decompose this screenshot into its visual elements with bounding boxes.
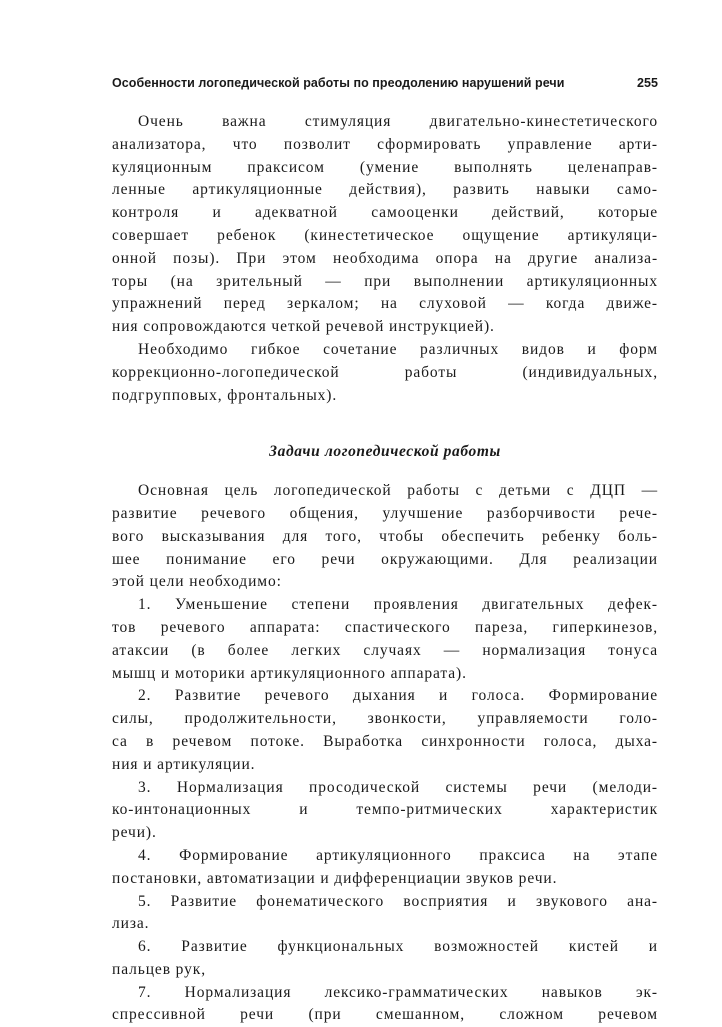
text-line: 6. Развитие функциональных возможностей кистей и xyxy=(138,938,658,956)
paragraph xyxy=(112,982,658,1027)
paragraph xyxy=(112,339,658,407)
text-line: куляционным праксисом (умение выполнять целенаправ- xyxy=(112,158,658,176)
paragraph xyxy=(112,936,658,982)
text-line: 3. Нормализация просодической системы речи (мелоди- xyxy=(138,778,658,796)
text-line: речи). xyxy=(112,824,157,842)
text-line: спрессивной речи (при смешанном, сложном речевом xyxy=(112,1006,658,1024)
text-line: контроля и адекватной самооценки действий, которые xyxy=(112,204,658,222)
paragraph xyxy=(112,845,658,891)
text-line: ленные артикуляционные действия), развить навыки само- xyxy=(112,181,658,199)
text-line: совершает ребенок (кинестетическое ощущение артикуляци- xyxy=(112,226,658,244)
paragraph xyxy=(112,111,658,339)
text-line: силы, продолжительности, звонкости, управляемости голо- xyxy=(112,710,658,728)
section-title: Задачи логопедической работы xyxy=(269,443,501,461)
text-line: 1. Уменьшение степени проявления двигательных дефек- xyxy=(138,596,658,614)
body-text xyxy=(112,111,658,1027)
text-line: вого высказывания для того, чтобы обеспечить ребенку боль- xyxy=(112,527,658,545)
text-line: тов речевого аппарата: спастического пареза, гиперкинезов, xyxy=(112,618,658,636)
page-number: 255 xyxy=(636,76,658,90)
text-line: 2. Развитие речевого дыхания и голоса. Формирование xyxy=(138,687,658,705)
text-line: развитие речевого общения, улучшение разборчивости рече- xyxy=(112,504,658,522)
tasks-section xyxy=(112,480,658,1027)
text-line: са в речевом потоке. Выработка синхронности голоса, дыха- xyxy=(112,732,658,750)
text-line: ко-интонационных и темпо-ритмических характеристик xyxy=(112,801,658,819)
book-page xyxy=(112,76,658,1027)
text-line: 5. Развитие фонематического восприятия и звукового ана- xyxy=(138,892,658,910)
paragraph xyxy=(112,777,658,845)
text-line: анализатора, что позволит сформировать управление арти- xyxy=(112,135,658,153)
text-line: Очень важна стимуляция двигательно-кинестетического xyxy=(138,113,658,130)
text-line: шее понимание его речи окружающими. Для реализации xyxy=(112,550,658,568)
text-line: лиза. xyxy=(112,915,150,933)
paragraph xyxy=(112,480,658,594)
text-line: онной позы). При этом необходима опора на другие анализа- xyxy=(112,249,658,267)
intro-section xyxy=(112,111,658,407)
text-line: атаксии (в более легких случаях — нормализация тонуса xyxy=(112,641,658,659)
paragraph xyxy=(112,891,658,937)
text-line: 4. Формирование артикуляционного праксиса на этапе xyxy=(138,846,658,864)
text-line: мышц и моторики артикуляционного аппарата). xyxy=(112,664,467,682)
text-line: пальцев рук, xyxy=(112,960,206,978)
text-line: этой цели необходимо: xyxy=(112,573,282,591)
text-line: коррекционно-логопедической работы (индивидуальных, xyxy=(112,363,658,381)
text-line: ния сопровождаются четкой речевой инструкцией). xyxy=(112,318,495,336)
header-title: Особенности логопедической работы по преодолению нарушений речи xyxy=(112,76,565,90)
text-line: подгрупповых, фронтальных). xyxy=(112,386,338,404)
text-line: Необходимо гибкое сочетание различных видов и форм xyxy=(138,340,658,358)
text-line: ния и артикуляции. xyxy=(112,755,256,773)
text-line: торы (на зрительный — при выполнении артикуляционных xyxy=(112,272,658,290)
text-line: Основная цель логопедической работы с детьми с ДЦП — xyxy=(138,482,658,500)
paragraph xyxy=(112,685,658,776)
running-header xyxy=(112,76,658,90)
text-line: 7. Нормализация лексико-грамматических навыков эк- xyxy=(138,983,658,1001)
text-line: упражнений перед зеркалом; на слуховой — когда движе- xyxy=(112,295,658,313)
text-line: постановки, автоматизации и дифференциации звуков речи. xyxy=(112,869,558,887)
paragraph xyxy=(112,594,658,685)
